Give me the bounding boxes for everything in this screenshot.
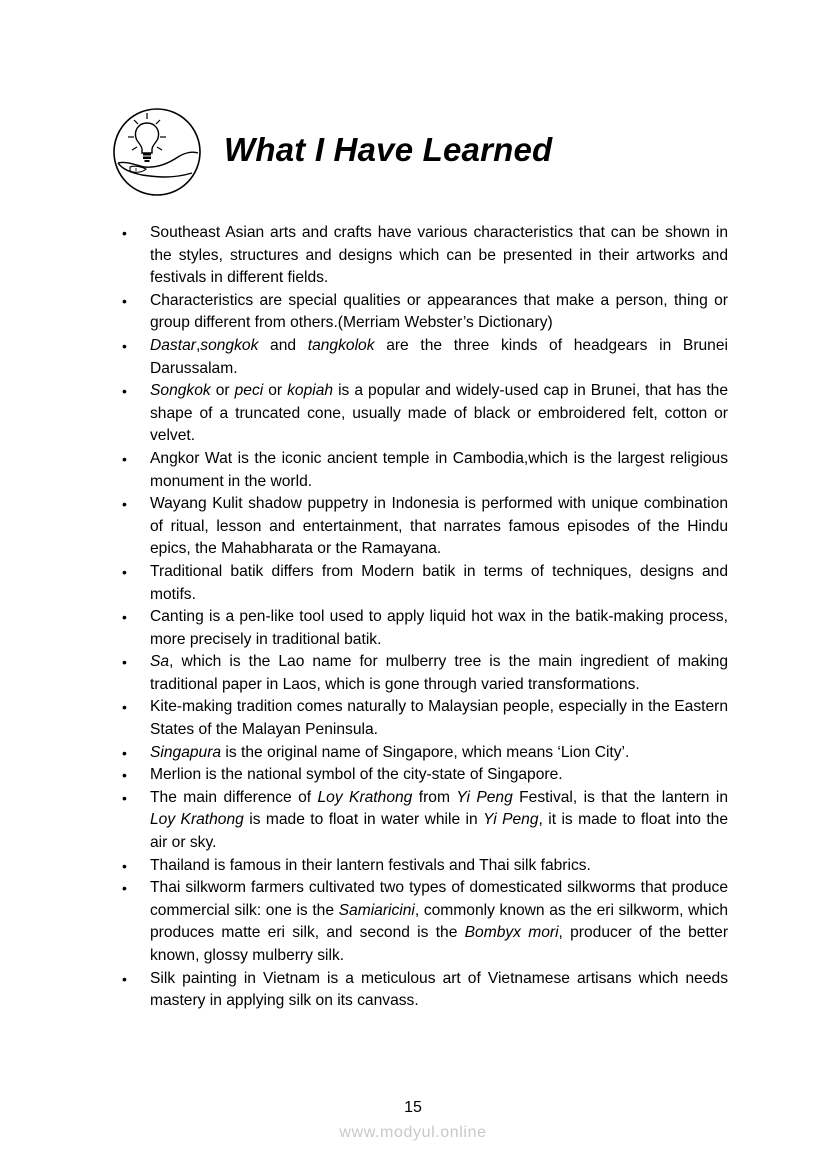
bullet-icon: • (122, 450, 127, 467)
list-item (122, 561, 728, 606)
bullet-icon: • (122, 970, 127, 987)
bullet-icon: • (122, 496, 127, 513)
text-segment: Canting is a pen-like tool used to apply liquid hot wax in the batik-making process, more precisely in traditional batik. (150, 608, 728, 648)
italic-term: Dastar (150, 336, 196, 354)
italic-term: peci (234, 382, 264, 400)
italic-term: Yi Peng (483, 811, 539, 829)
list-item (122, 696, 728, 741)
italic-term: songkok (200, 336, 259, 354)
text-segment: Angkor Wat is the iconic ancient temple in Cambodia,which is the largest religious monument in the world. (150, 449, 728, 490)
text-segment: , which is the Lao name for mulberry tree is the main ingredient of making traditional paper in Laos, which is gone through varied transformations. (150, 653, 728, 693)
text-segment: , it is made to float into the air or sky. (150, 811, 728, 852)
list-item (122, 335, 728, 380)
list-item (122, 855, 728, 878)
text-segment: or (263, 382, 288, 400)
list-item (122, 787, 728, 855)
list-item (122, 606, 728, 651)
bullet-icon: • (122, 767, 127, 784)
text-segment: The main difference of (150, 788, 318, 806)
list-item (122, 380, 728, 448)
italic-term: kopiah (287, 382, 334, 400)
text-segment: Traditional batik differs from Modern batik in terms of techniques, designs and motifs. (150, 562, 728, 603)
italic-term: Singapura (150, 743, 222, 761)
text-segment: is a popular and widely-used cap in Brunei, that has the shape of a truncated cone, usually made of black or embroidered felt, cotton or velvet. (150, 382, 729, 445)
text-segment: and (258, 336, 308, 354)
text-segment: , (195, 336, 201, 354)
lightbulb-in-hand-icon (112, 107, 202, 197)
italic-term: Samiaricini (338, 901, 415, 919)
bullet-icon: • (122, 654, 127, 671)
list-item (122, 742, 728, 765)
italic-term: Loy Krathong (150, 811, 244, 829)
bullet-icon: • (122, 744, 127, 761)
text-segment: , commonly known as the eri silkworm, which produces matte eri silk, and second is the (150, 901, 729, 942)
italic-term: Sa (150, 653, 170, 671)
italic-term: tangkolok (307, 336, 375, 354)
list-item (122, 290, 728, 335)
bullet-icon: • (122, 292, 127, 309)
learning-points-list (122, 222, 728, 1013)
section-header (112, 107, 612, 197)
list-item (122, 968, 728, 1013)
text-segment: Characteristics are special qualities or appearances that make a person, thing or group different from others.(Merriam Webster’s Dictionary) (150, 291, 728, 332)
bullet-icon: • (122, 383, 127, 400)
text-segment: Silk painting in Vietnam is a meticulous art of Vietnamese artisans which needs mastery in applying silk on its canvass. (150, 969, 728, 1010)
text-segment: , producer of the better known, glossy mulberry silk. (150, 924, 729, 964)
bullet-icon: • (122, 699, 127, 716)
italic-term: Yi Peng (456, 788, 513, 806)
text-segment: Thai silkworm farmers cultivated two types of domesticated silkworms that produce commercial silk: one is the (150, 879, 728, 919)
bullet-icon: • (122, 857, 127, 874)
list-item (122, 493, 728, 561)
text-segment: Festival, is that the lantern in (512, 788, 728, 806)
bullet-icon: • (122, 563, 127, 580)
text-segment: is made to float in water while in (243, 811, 484, 829)
bullet-icon: • (122, 880, 127, 897)
bullet-icon: • (122, 609, 127, 626)
text-segment: Wayang Kulit shadow puppetry in Indonesia is performed with unique combination of ritual, lesson and entertainment, that narrates famous episodes of the Hindu epics, the Mahabharata or the Ramayana. (150, 495, 728, 558)
text-segment: is the original name of Singapore, which means ‘Lion City’. (221, 743, 630, 761)
text-segment: from (412, 788, 457, 806)
text-segment: Southeast Asian arts and crafts have various characteristics that can be shown in the styles, structures and designs which can be presented in their artworks and festivals in different fields. (150, 224, 728, 287)
text-segment: are the three kinds of headgears in Brunei Darussalam. (150, 336, 728, 377)
italic-term: Loy Krathong (317, 788, 413, 806)
bullet-icon: • (122, 225, 127, 241)
list-item (122, 222, 728, 290)
page-number: 15 (404, 1099, 422, 1116)
list-item (122, 448, 728, 493)
text-segment: or (210, 382, 235, 400)
bullet-icon: • (122, 337, 127, 354)
page-title: What I Have Learned (224, 131, 553, 168)
list-item (122, 651, 728, 696)
text-segment: Thailand is famous in their lantern festivals and Thai silk fabrics. (150, 856, 591, 874)
list-item (122, 877, 728, 967)
italic-term: Bombyx mori (464, 924, 559, 942)
text-segment: Merlion is the national symbol of the city-state of Singapore. (150, 766, 563, 784)
bullet-icon: • (122, 789, 127, 806)
italic-term: Songkok (150, 382, 211, 400)
watermark: www.modyul.online (339, 1124, 487, 1141)
list-item (122, 764, 728, 787)
text-segment: Kite-making tradition comes naturally to Malaysian people, especially in the Eastern States of the Malayan Peninsula. (150, 698, 728, 739)
